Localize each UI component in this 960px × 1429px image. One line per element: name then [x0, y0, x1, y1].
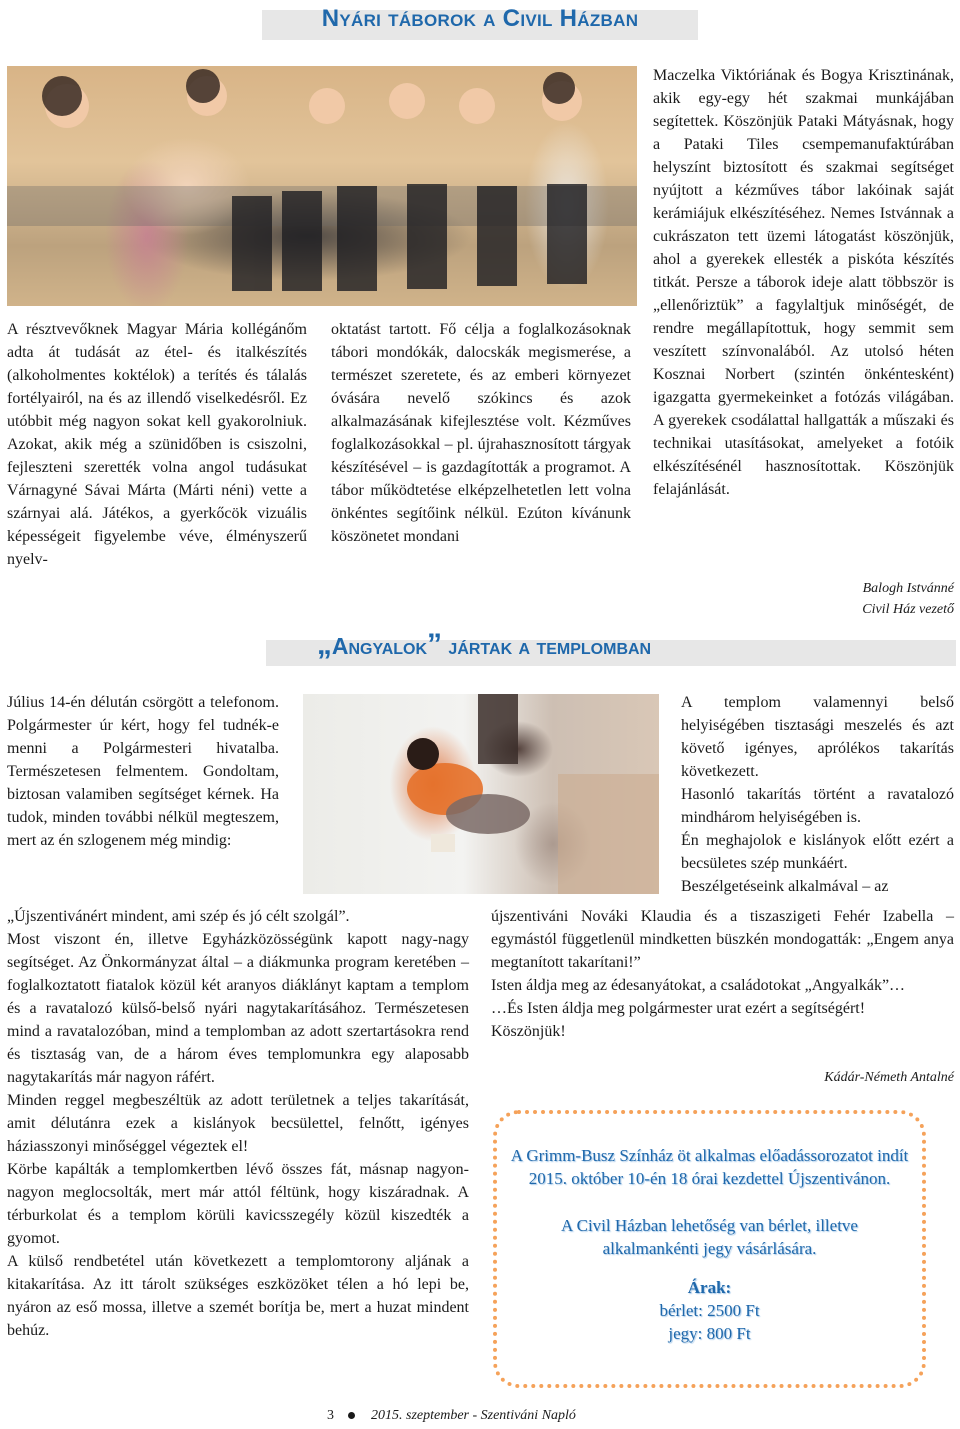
article2-paragraph: A templom valamennyi belső helyiségében tisztasági meszelés és azt követő igényes, aprólékos takarítás következett. [681, 694, 954, 780]
camp-photo-shapes [7, 66, 637, 306]
announcement-price-ticket: jegy: 800 Ft [668, 1324, 751, 1343]
announcement-prices-title: Árak: [687, 1278, 732, 1297]
section2-title-rest: jártak a templomban [448, 633, 652, 659]
article1-col-left [7, 318, 307, 571]
announcement-line1: A Grimm-Busz Színház öt alkalmas előadássorozatot indít 2015. október 10-én 18 órai kezdettel Újszentivánon. [510, 1146, 909, 1188]
announcement-price-pass: bérlet: 2500 Ft [659, 1301, 760, 1320]
article2-left-top [7, 691, 279, 852]
announcement-line2: A Civil Házban lehetőség van bérlet, illetve alkalmankénti jegy vásárlására. [561, 1216, 858, 1258]
article2-paragraph: Minden reggel megbeszéltük az adott területnek a teljes takarítását, amit délutánra ezek a kislányok becsülettel, felnőtt, igényes háziasszonyi minőséggel végeztek el! [7, 1092, 469, 1155]
bullet-dot-icon [348, 1412, 355, 1419]
theater-announcement-box [493, 1110, 926, 1388]
article2-paragraph: „Újszentivánért mindent, ami szép és jó célt szolgál”. [7, 908, 350, 925]
page-title: Nyári táborok a Civil Házban [321, 5, 639, 32]
article2-left-bottom [7, 905, 469, 1342]
section2-title-word: Angyalok [331, 633, 428, 659]
article1-mid-text: oktatást tartott. Fő célja a foglalkozásoknak tábori mondókák, dalocskák megismerése, a természet szeretete, és az emberi környezet óvására nevelő szókincs és azok alkalmazásának kifejlesztése volt. Kézműves foglalkozásokkal – pl. újrahasznosított tárgyak készítésével – is gazdagították a programot. A tábor működtetése elképzelhetetlen lett volna önkéntes segítőink nélkül. Ezúton kívánunk köszönetet mondani [331, 321, 631, 545]
article2-paragraph: Hasonló takarítás történt a ravatalozó mindhárom helyiségében is. [681, 786, 954, 826]
section2-title [274, 629, 694, 662]
article2-paragraph: …És Isten áldja meg polgármester urat ezért a segítségért! [491, 1000, 866, 1017]
article2-paragraph: Most viszont én, illetve Egyházközösségünk kapott nagy-nagy segítséget. Az Önkormányzat által – a diákmunka program keretében – foglalkoztatott fiatalok közül két aranyos diáklányt kaptam a templom és a ravatalozó külső-belső nyári nagytakarításához. Természetesen mind a ravatalozóban, mind a templomban az adott szertartásokra rend és tisztaság van, de a három éves templomunkra egy alaposabb nagytakarítás már nagyon ráfért. [7, 931, 469, 1086]
article2-paragraph: Körbe kapálták a templomkertben lévő összes fát, másnap nagyon-nagyon meglocsolták, mert már attól féltünk, hogy kiszáradnak. A térburkolat és a templom körüli kavicsszegély közül kiszedték a gyomot. [7, 1161, 469, 1247]
article1-signature-name: Balogh Istvánné [862, 581, 954, 596]
section2-title-close-quote: ” [427, 628, 443, 661]
article1-col-mid [331, 318, 631, 548]
article1-left-text: A résztvevőknek Magyar Mária kollégánőm adta át tudását az étel- és italkészítés (alkoholmentes koktélok) a terítés és tálalás fortélyairól, na és az illendő viselkedésről. Ez utóbbit még nagyon sokat kell gyakorolniuk. Azokat, akik még a szünidőben is csiszolni, fejleszteni szerették volna angol tudásukat Várnagyné Sávai Márta (Márti néni) vette a szárnyai alá. Játékos, a gyerkőcök vizuális képességeit figyelembe véve, élményszerű nyelv- [7, 321, 307, 568]
article1-right-text: Maczelka Viktóriának és Bogya Krisztinának, akik egy-egy hét szakmai munkájában segítettek. Köszönjük Pataki Mátyásnak, hogy a Pataki Tiles csempemanufaktúrában helyszínt biztosított és szakmai segítséget nyújtott a kézműves tábor lakóinak saját kerámiájuk elkészítéséhez. Nemes Istvánnak a cukrászaton tett üzemi látogatást köszönjük, ahol a gyerekek ellesték a piskóta készítés titkát. Persze a táborok ideje alatt többször is „ellenőriztük” a fagylaltjuk minőségét, de rendre megállapítottuk, hogy semmit sem veszített színvonalából. Az utolsó héten Kosznai Norbert (szintén önkéntesként) igazgatta gyermekeinket a fotózás világában. A gyerekek csodálattal hallgatták a műszaki és technikai utasításokat, amelyeket a fotóik elkészítésénél hasznosítottak. Köszönjük felajánlását. [653, 67, 954, 498]
article1-signature-role: Civil Ház vezető [862, 602, 954, 617]
page-number: 3 [327, 1408, 334, 1423]
article1-signature [653, 578, 954, 620]
church-cleaning-photo [303, 694, 659, 894]
section2-title-open-quote: „ [316, 628, 332, 661]
cleaning-photo-shapes [303, 694, 659, 894]
article2-left-top-text: Július 14-én délután csörgött a telefonom. Polgármester úr kért, hogy fel tudnék-e menni a Polgármesteri hivatalba. Természetesen felmentem. Gondoltam, biztosan valamiben segítséget kérnek. Ha tudok, minden további nélkül megteszem, mert az én szlogenem még mindig: [7, 694, 279, 849]
issue-title: 2015. szeptember - Szentiváni Napló [371, 1408, 576, 1423]
article1-col-right [653, 64, 954, 501]
article2-right-top [681, 691, 954, 898]
article2-paragraph: Én meghajolok e kislányok előtt ezért a becsületes szép munkáért. [681, 832, 954, 872]
article2-signature: Kádár-Németh Antalné [824, 1070, 954, 1085]
article2-right-bottom [491, 905, 954, 1043]
article2-paragraph: Beszélgetéseink alkalmával – az [681, 878, 889, 895]
article2-paragraph: újszentiváni Nováki Klaudia és a tiszaszigeti Fehér Izabella – egymástól függetlenül mindketten büszkén mondogatták: „Engem anya megtanított takarítani!” [491, 908, 954, 971]
camp-children-photo [7, 66, 637, 306]
article2-paragraph: Isten áldja meg az édesanyátokat, a családotokat „Angyalkák”… [491, 977, 906, 994]
article2-paragraph: Köszönjük! [491, 1023, 566, 1040]
article2-paragraph: A külső rendbetétel után következett a templomtorony aljának a kitakarítása. Az itt tárolt szükséges eszközöket télen a hó lepi be, nyáron az eső mossa, illetve a szemét borítja be, mert a huzat mindent behúz. [7, 1253, 469, 1339]
page-footer [327, 1406, 576, 1426]
